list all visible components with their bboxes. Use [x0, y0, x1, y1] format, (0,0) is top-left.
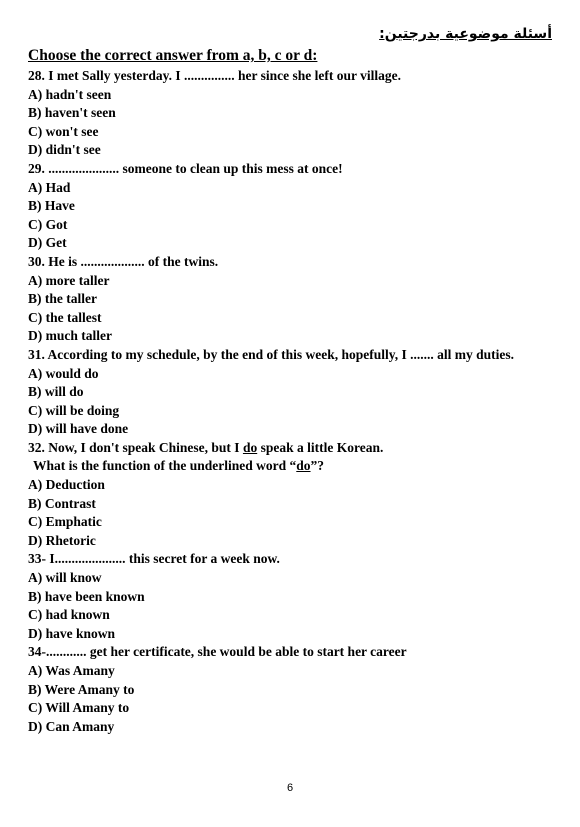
question-32-sub-stem-before: What is the function of the underlined word “ [33, 458, 297, 474]
question-32-option-b: B) Contrast [28, 495, 96, 511]
question-30-stem: 30. He is ................... of the twins. [28, 253, 219, 269]
question-28-option-d: D) didn't see [28, 142, 101, 158]
question-34-option-d: D) Can Amany [28, 718, 115, 734]
question-29-option-b: B) Have [28, 198, 75, 214]
question-29-option-c: C) Got [28, 216, 68, 232]
question-32-stem [28, 439, 558, 458]
arabic-section-heading: أسئلة موضوعية بدرجتين: [379, 26, 552, 42]
question-33-stem: 33- I..................... this secret for a week now. [28, 551, 280, 567]
page-number: 6 [286, 782, 294, 794]
question-34-option-c: C) Will Amany to [28, 700, 130, 716]
question-29-option-a: A) Had [28, 179, 71, 195]
question-32-sub-stem [28, 457, 558, 476]
instruction-heading: Choose the correct answer from a, b, c or d: [28, 47, 318, 64]
question-32-option-d: D) Rhetoric [28, 532, 96, 548]
question-30-option-d: D) much taller [28, 328, 112, 344]
question-32-sub-stem-after: ”? [310, 458, 325, 474]
question-31-option-b: B) will do [28, 384, 84, 400]
question-31-option-c: C) will be doing [28, 402, 120, 418]
question-28-option-c: C) won't see [28, 123, 99, 139]
question-32-sub-underlined-word: do [296, 458, 311, 474]
question-28-option-b: B) haven't seen [28, 105, 116, 121]
question-32-stem-before: 32. Now, I don't speak Chinese, but I [28, 439, 243, 455]
question-32-stem-after: speak a little Korean. [257, 439, 384, 455]
question-30-option-a: A) more taller [28, 272, 110, 288]
question-33-option-c: C) had known [28, 607, 110, 623]
question-33-option-a: A) will know [28, 570, 102, 586]
question-32-underlined-word: do [242, 439, 258, 455]
question-28-option-a: A) hadn't seen [28, 86, 112, 102]
question-34-stem: 34-............ get her certificate, she would be able to start her career [28, 644, 407, 660]
question-33-option-d: D) have known [28, 625, 116, 641]
questions-list [28, 67, 558, 736]
question-30-option-c: C) the tallest [28, 309, 102, 325]
question-29-stem: 29. ..................... someone to clean up this mess at once! [28, 160, 343, 176]
question-29-option-d: D) Get [28, 235, 67, 251]
question-30-option-b: B) the taller [28, 291, 97, 307]
question-31-option-d: D) will have done [28, 421, 129, 437]
question-31-option-a: A) would do [28, 365, 99, 381]
question-33-option-b: B) have been known [28, 588, 145, 604]
question-32-option-a: A) Deduction [28, 477, 105, 493]
question-34-option-b: B) Were Amany to [28, 681, 135, 697]
question-32-option-c: C) Emphatic [28, 514, 102, 530]
question-28-stem: 28. I met Sally yesterday. I ............... her since she left our village. [28, 68, 401, 83]
question-34-option-a: A) Was Amany [28, 663, 115, 678]
question-31-stem: 31. According to my schedule, by the end of this week, hopefully, I ....... all my duties. [28, 346, 515, 362]
